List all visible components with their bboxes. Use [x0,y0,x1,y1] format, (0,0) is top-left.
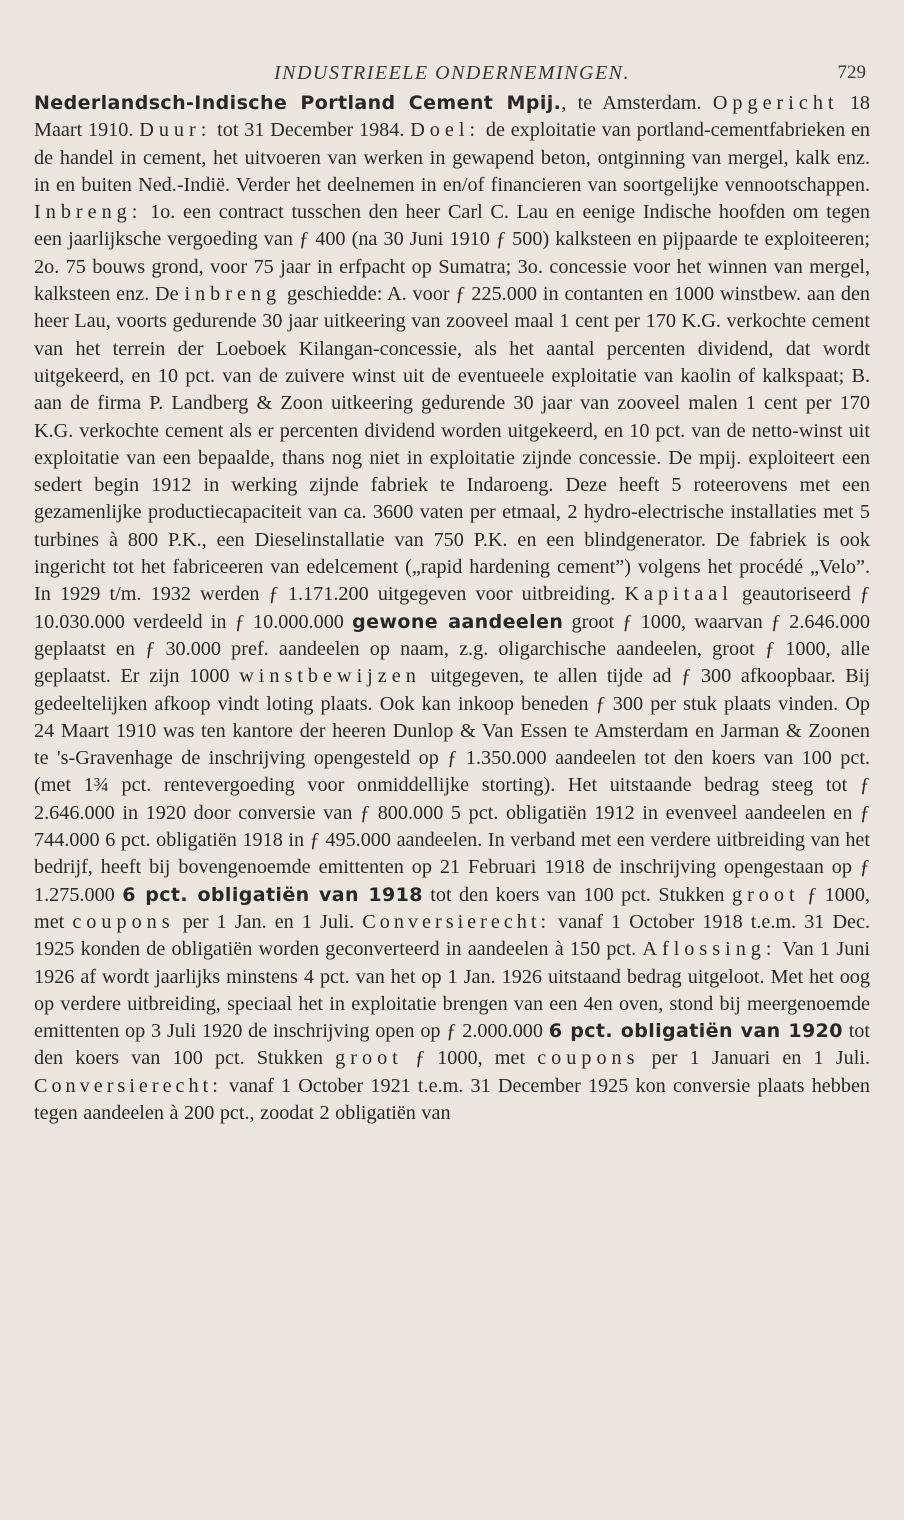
page-header [34,56,870,90]
label-doel: Doel: [410,119,481,142]
text-segment: tot 31 December 1984. [211,119,411,142]
text-segment: ƒ 1000, met [34,883,871,933]
text-segment: 1o. een contract tusschen den heer Carl C. Lau en eenige Indische hoofden om tegen een jaarlijksche vergoeding van ƒ 400 (na 30 Juni 1910 ƒ 500) kalksteen en pijpaarde te exploiteeren; 2o. 75 bouws grond, voor 75 jaar in erfpacht op Sumatra; 3o. concessie voor het winnen van mergel, kalksteen enz. De [34,201,870,306]
label-duur: Duur: [139,119,212,142]
label-winstbewijzen: winstbewijzen [239,665,421,688]
text-segment: vanaf 1 October 1921 t.e.m. 31 December 1925 kon conversie plaats hebben tegen aandeelen à 200 pct., zoodat 2 obligatiën van [34,1074,870,1124]
label-coupons-2: coupons [537,1047,640,1070]
company-entry [34,90,870,1127]
label-gewone-aandeelen: gewone aandeelen [352,610,564,633]
label-opgericht: Opgericht [712,92,839,114]
text-segment: , te Amsterdam. [561,92,713,114]
label-groot: groot [731,883,800,906]
text-segment: vanaf 1 October 1918 t.e.m. 31 Dec. 1925 konden de obligatiën worden geconverteerd in aandeelen à 150 pct. [34,910,870,961]
text-segment: geautoriseerd ƒ 10.030.000 verdeeld in ƒ 10.000.000 [34,583,870,633]
article-body [34,90,870,1127]
text-segment: geschiedde: A. voor ƒ 225.000 in contanten en 1000 winstbew. aan den heer Lau, voorts gedurende 30 jaar uitkeering van zooveel maal 1 cent per 170 K.G. verkochte cement van het terrein der Loeboek Kilangan-concessie, als het aantal percenten dividend, dat wordt uitgekeerd, en 10 pct. van de zuivere winst uit de eventueele exploitatie van kaolin of kalkspaat; B. aan de firma P. Landberg & Zoon uitkeering gedurende 30 jaar van zooveel malen 1 cent per 170 K.G. verkochte cement als er percenten dividend worden uitgekeerd, en 10 pct. van de netto-winst uit exploitatie van een bepaalde, thans nog niet in exploitatie zijnde concessie. De mpij. exploiteert een sedert begin 1912 in werking zijnde fabriek te Indaroeng. Deze heeft 5 roteerovens met een gezamenlijke productiecapaciteit van ca. 3600 vaten per etmaal, 2 hydro-electrische installaties met 5 turbines à 800 P.K., een Dieselinstallatie van 750 P.K. en een blindgenerator. De fabriek is ook ingericht tot het fabriceeren van edelcement („rapid hardening cement”) volgens het procédé „Velo”. In 1929 t/m. 1932 werden ƒ 1.171.200 uitgegeven voor uitbreiding. [34,283,871,606]
label-coupons: coupons [72,910,175,933]
text-segment: Van 1 Juni 1926 af wordt jaarlijks minstens 4 pct. van het op 1 Jan. 1926 uitstaand bedrag uitgeloot. Met het oog op verdere uitbreiding, speciaal het in exploitatie brengen van een 4en oven, stond bij meergenoemde emittenten op 3 Juli 1920 de inschrijving open op ƒ 2.000.000 [34,938,870,1043]
text-segment: uitgegeven, te allen tijde ad ƒ 300 afkoopbaar. Bij gedeeltelijken afkoop vindt loting plaats. Ook kan inkoop beneden ƒ 300 per stuk plaats vinden. Op 24 Maart 1910 was ten kantore der heeren Dunlop & Van Essen te Amsterdam en Jarman & Zoonen te 's-Gravenhage de inschrijving opengesteld op ƒ 1.350.000 aandeelen tot den koers van 100 pct. (met 1¾ pct. rentevergoeding voor onmiddellijke storting). Het uitstaande bedrag steeg tot ƒ 2.646.000 in 1920 door conversie van ƒ 800.000 5 pct. obligatiën 1912 in evenveel aandeelen en ƒ 744.000 6 pct. obligatiën 1918 in ƒ 495.000 aandeelen. In verband met een verdere uitbreiding van het bedrijf, heeft bij bovengenoemde emittenten op 21 Februari 1918 de inschrijving opengestaan op ƒ 1.275.000 [34,665,870,906]
label-conversierecht-2: Conversierecht: [34,1074,222,1097]
label-inbreng: Inbreng: [34,201,143,224]
running-title: INDUSTRIEELE ONDERNEMINGEN. [273,62,631,84]
label-obligatien-1920: 6 pct. obligatiën van 1920 [548,1020,843,1043]
label-kapitaal: Kapitaal [624,583,733,606]
company-name: Nederlandsch-Indische Portland Cement Mpij. [34,92,562,114]
text-segment: tot den koers van 100 pct. Stukken [34,1020,871,1070]
label-conversierecht: Conversierecht: [362,910,551,933]
text-segment: groot ƒ 1000, waarvan ƒ 2.646.000 geplaatst en ƒ 30.000 pref. aandeelen op naam, z.g. oligarchische aandeelen, groot ƒ 1000, alle geplaatst. Er zijn 1000 [34,610,870,688]
text-segment: tot den koers van 100 pct. Stukken [422,883,732,906]
label-groot-2: groot [335,1047,403,1070]
label-obligatien-1918: 6 pct. obligatiën van 1918 [122,883,423,906]
text-segment: 18 Maart 1910. [34,92,871,142]
text-segment: per 1 Januari en 1 Juli. [639,1047,871,1070]
text-segment: ƒ 1000, met [402,1047,538,1070]
label-inbreng-2: inbreng [184,283,282,306]
label-aflossing: Aflossing: [642,938,777,961]
text-segment: de exploitatie van portland-cementfabrieken en de handel in cement, het uitvoeren van werken in gewapend beton, ontginning van mergel, kalk enz. in en buiten Ned.-Indië. Verder het deelnemen in en/of financieren van soortgelijke vennootschappen. [34,119,871,196]
page-number: 729 [837,62,866,83]
text-segment: per 1 Jan. en 1 Juli. [174,910,363,933]
